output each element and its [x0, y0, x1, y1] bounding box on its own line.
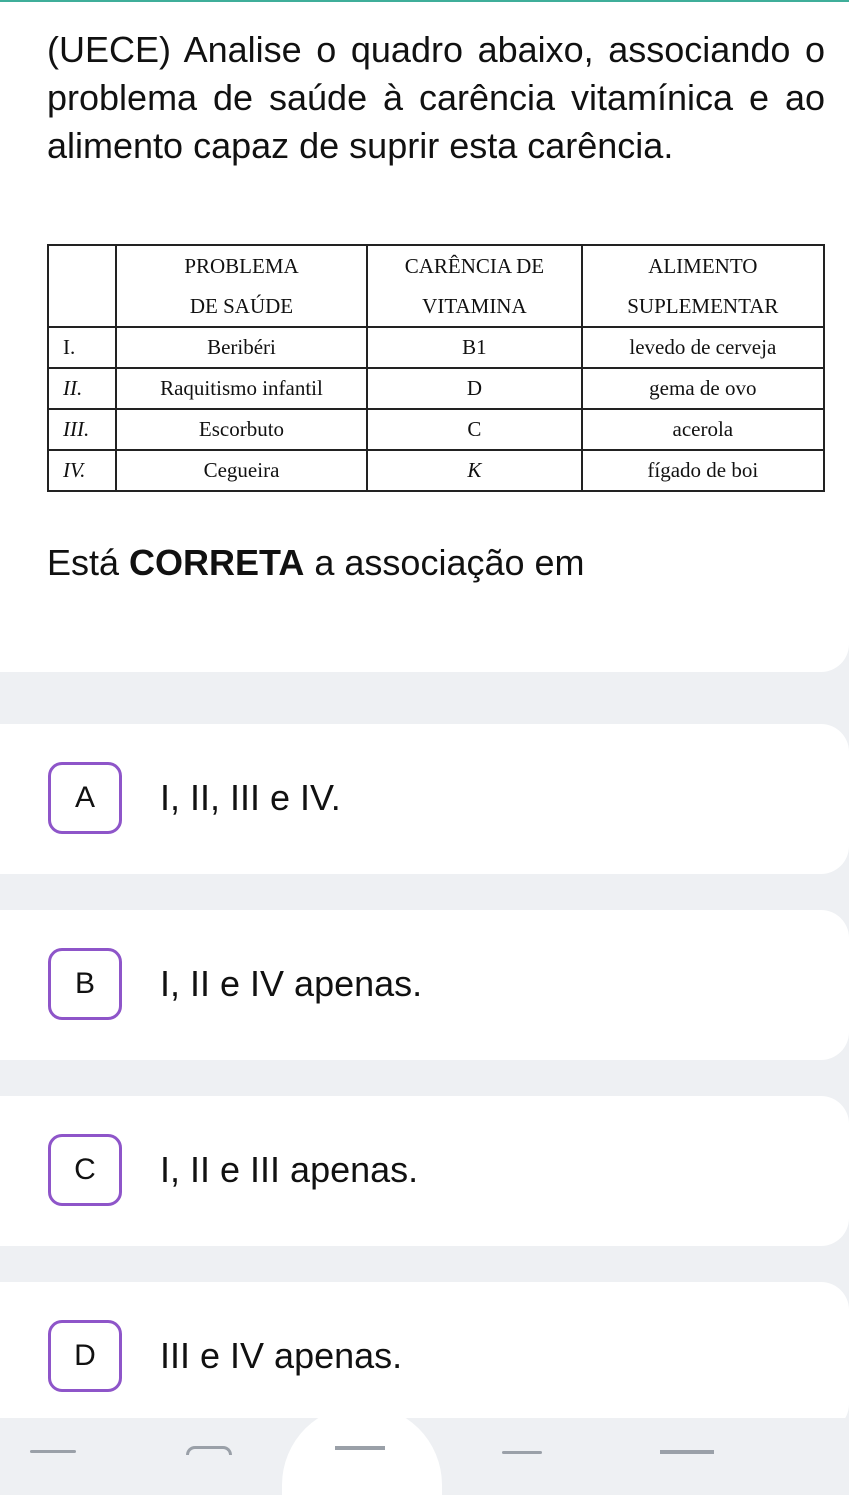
header-food: [582, 245, 824, 327]
option-b[interactable]: [0, 910, 849, 1060]
row-problem: Raquitismo infantil: [116, 368, 367, 409]
row-vitamin: K: [367, 450, 581, 491]
row-vitamin: B1: [367, 327, 581, 368]
option-a[interactable]: [0, 724, 849, 874]
question-text: (UECE) Analise o quadro abaixo, associando o problema de saúde à carência vitamínica e ao alimento capaz de suprir esta carência.: [47, 29, 825, 166]
row-problem: Escorbuto: [116, 409, 367, 450]
row-food: gema de ovo: [582, 368, 824, 409]
nav-bar-icon: [660, 1450, 714, 1454]
table-row: [48, 409, 824, 450]
row-food: fígado de boi: [582, 450, 824, 491]
header-food-line1: ALIMENTO: [648, 254, 758, 278]
header-problem-line2: DE SAÚDE: [189, 294, 294, 318]
table-row: [48, 327, 824, 368]
header-problem: [116, 245, 367, 327]
row-number: IV.: [48, 450, 116, 491]
row-vitamin: D: [367, 368, 581, 409]
row-number: III.: [48, 409, 116, 450]
row-number: I.: [48, 327, 116, 368]
option-text: I, II e IV apenas.: [160, 963, 423, 1004]
table-row: [48, 450, 824, 491]
row-vitamin: C: [367, 409, 581, 450]
question-prompt: [47, 539, 585, 587]
row-problem: Beribéri: [116, 327, 367, 368]
nav-box-icon: [335, 1446, 385, 1450]
row-number: II.: [48, 368, 116, 409]
prompt-bold: CORRETA: [129, 542, 305, 583]
nav-dash-icon: [502, 1451, 542, 1454]
row-problem: Cegueira: [116, 450, 367, 491]
header-vitamin: [367, 245, 581, 327]
option-c[interactable]: [0, 1096, 849, 1246]
question-card: [0, 2, 849, 672]
option-text: I, II, III e IV.: [160, 777, 341, 818]
prompt-prefix: Está: [47, 542, 130, 583]
row-food: levedo de cerveja: [582, 327, 824, 368]
option-letter-badge: B: [48, 948, 122, 1020]
nav-hint-icon: [30, 1450, 76, 1453]
header-vitamin-line2: VITAMINA: [422, 294, 527, 318]
option-letter-badge: C: [48, 1134, 122, 1206]
header-empty: [48, 245, 116, 327]
nav-circle-icon: [186, 1446, 232, 1455]
option-d[interactable]: [0, 1282, 849, 1432]
option-text: III e IV apenas.: [160, 1335, 403, 1376]
option-text: I, II e III apenas.: [160, 1149, 419, 1190]
option-letter-badge: A: [48, 762, 122, 834]
prompt-suffix: a associação em: [304, 542, 585, 583]
row-food: acerola: [582, 409, 824, 450]
vitamin-table: [47, 244, 825, 492]
header-problem-line1: PROBLEMA: [184, 254, 299, 278]
header-vitamin-line1: CARÊNCIA DE: [404, 254, 545, 278]
table-header-row: [48, 245, 824, 327]
table-row: [48, 368, 824, 409]
option-letter-badge: D: [48, 1320, 122, 1392]
header-food-line2: SUPLEMENTAR: [627, 294, 779, 318]
